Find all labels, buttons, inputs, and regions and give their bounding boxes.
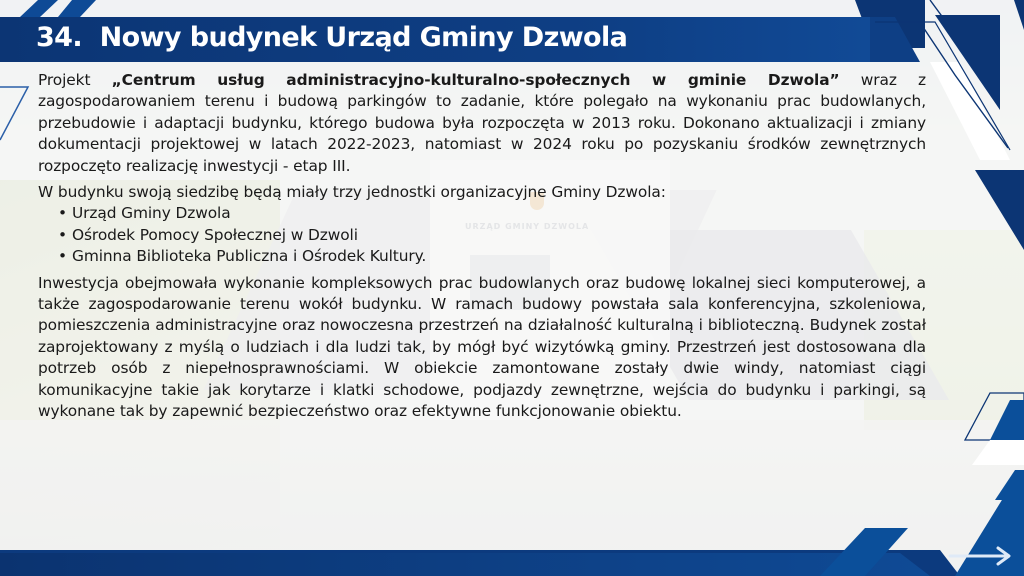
unit-label: Gminna Biblioteka Publiczna i Ośrodek Kultury. [72,247,427,266]
slide-number: 34. [36,22,83,53]
bullet-icon: • [58,247,67,266]
list-item [58,203,926,224]
paragraph-project-text: wraz z zagospodarowaniem terenu i budową parkingów to zadanie, które polegało na wykonaniu prac budowlanych, przebudowie i adaptacji budynku, którego budowa była rozpoczęta w 2013 roku. Dokonano aktualizacji i zmiany dokumentacji projektowej w latach 2022-2023, natomiast w 2024 roku po pozyskaniu środków zewnętrznych rozpoczęto realizację inwestycji - etap III. [38,71,927,175]
slide-title-text: Nowy budynek Urząd Gminy Dzwola [99,22,628,53]
paragraph-project-prefix: Projekt [38,71,112,89]
bullet-icon: • [58,204,67,223]
units-list [38,203,926,267]
slide-title [36,22,627,53]
list-item [58,225,926,246]
arrow-right-icon[interactable] [946,544,1016,568]
unit-label: Urząd Gminy Dzwola [72,204,231,223]
project-name: „Centrum usług administracyjno-kulturalno-społecznych w gminie Dzwola” [111,71,840,89]
unit-label: Ośrodek Pomocy Społecznej w Dzwoli [72,225,358,244]
paragraph-units-intro: W budynku swoją siedzibę będą miały trzy jednostki organizacyjne Gminy Dzwola: [38,183,666,202]
paragraph-investment: Inwestycja obejmowała wykonanie kompleksowych prac budowlanych oraz budowę lokalnej sieci komputerowej, a także zagospodarowanie terenu wokół budynku. W ramach budowy powstała sala konferencyjna, szkoleniowa, pomieszczenia administracyjne oraz nowoczesna przestrzeń na działalność kulturalną i biblioteczną. Budynek został zaprojektowany z myślą o ludziach i dla ludzi tak, by mógł być wizytówką gminy. Przestrzeń jest dostosowana dla potrzeb osób z niepełnosprawnościami. W obiekcie zamontowane zostały dwie windy, natomiast ciągi komunikacyjne takie jak korytarze i klatki schodowe, podjazdy zewnętrzne, wejścia do budynku i parkingi, są wykonane tak by zapewnić bezpieczeństwo oraz efektywne funkcjonowanie obiektu. [38,273,926,421]
bullet-icon: • [58,225,67,244]
paragraph-project [38,70,926,177]
slide-content [38,70,926,423]
list-item [58,246,926,267]
